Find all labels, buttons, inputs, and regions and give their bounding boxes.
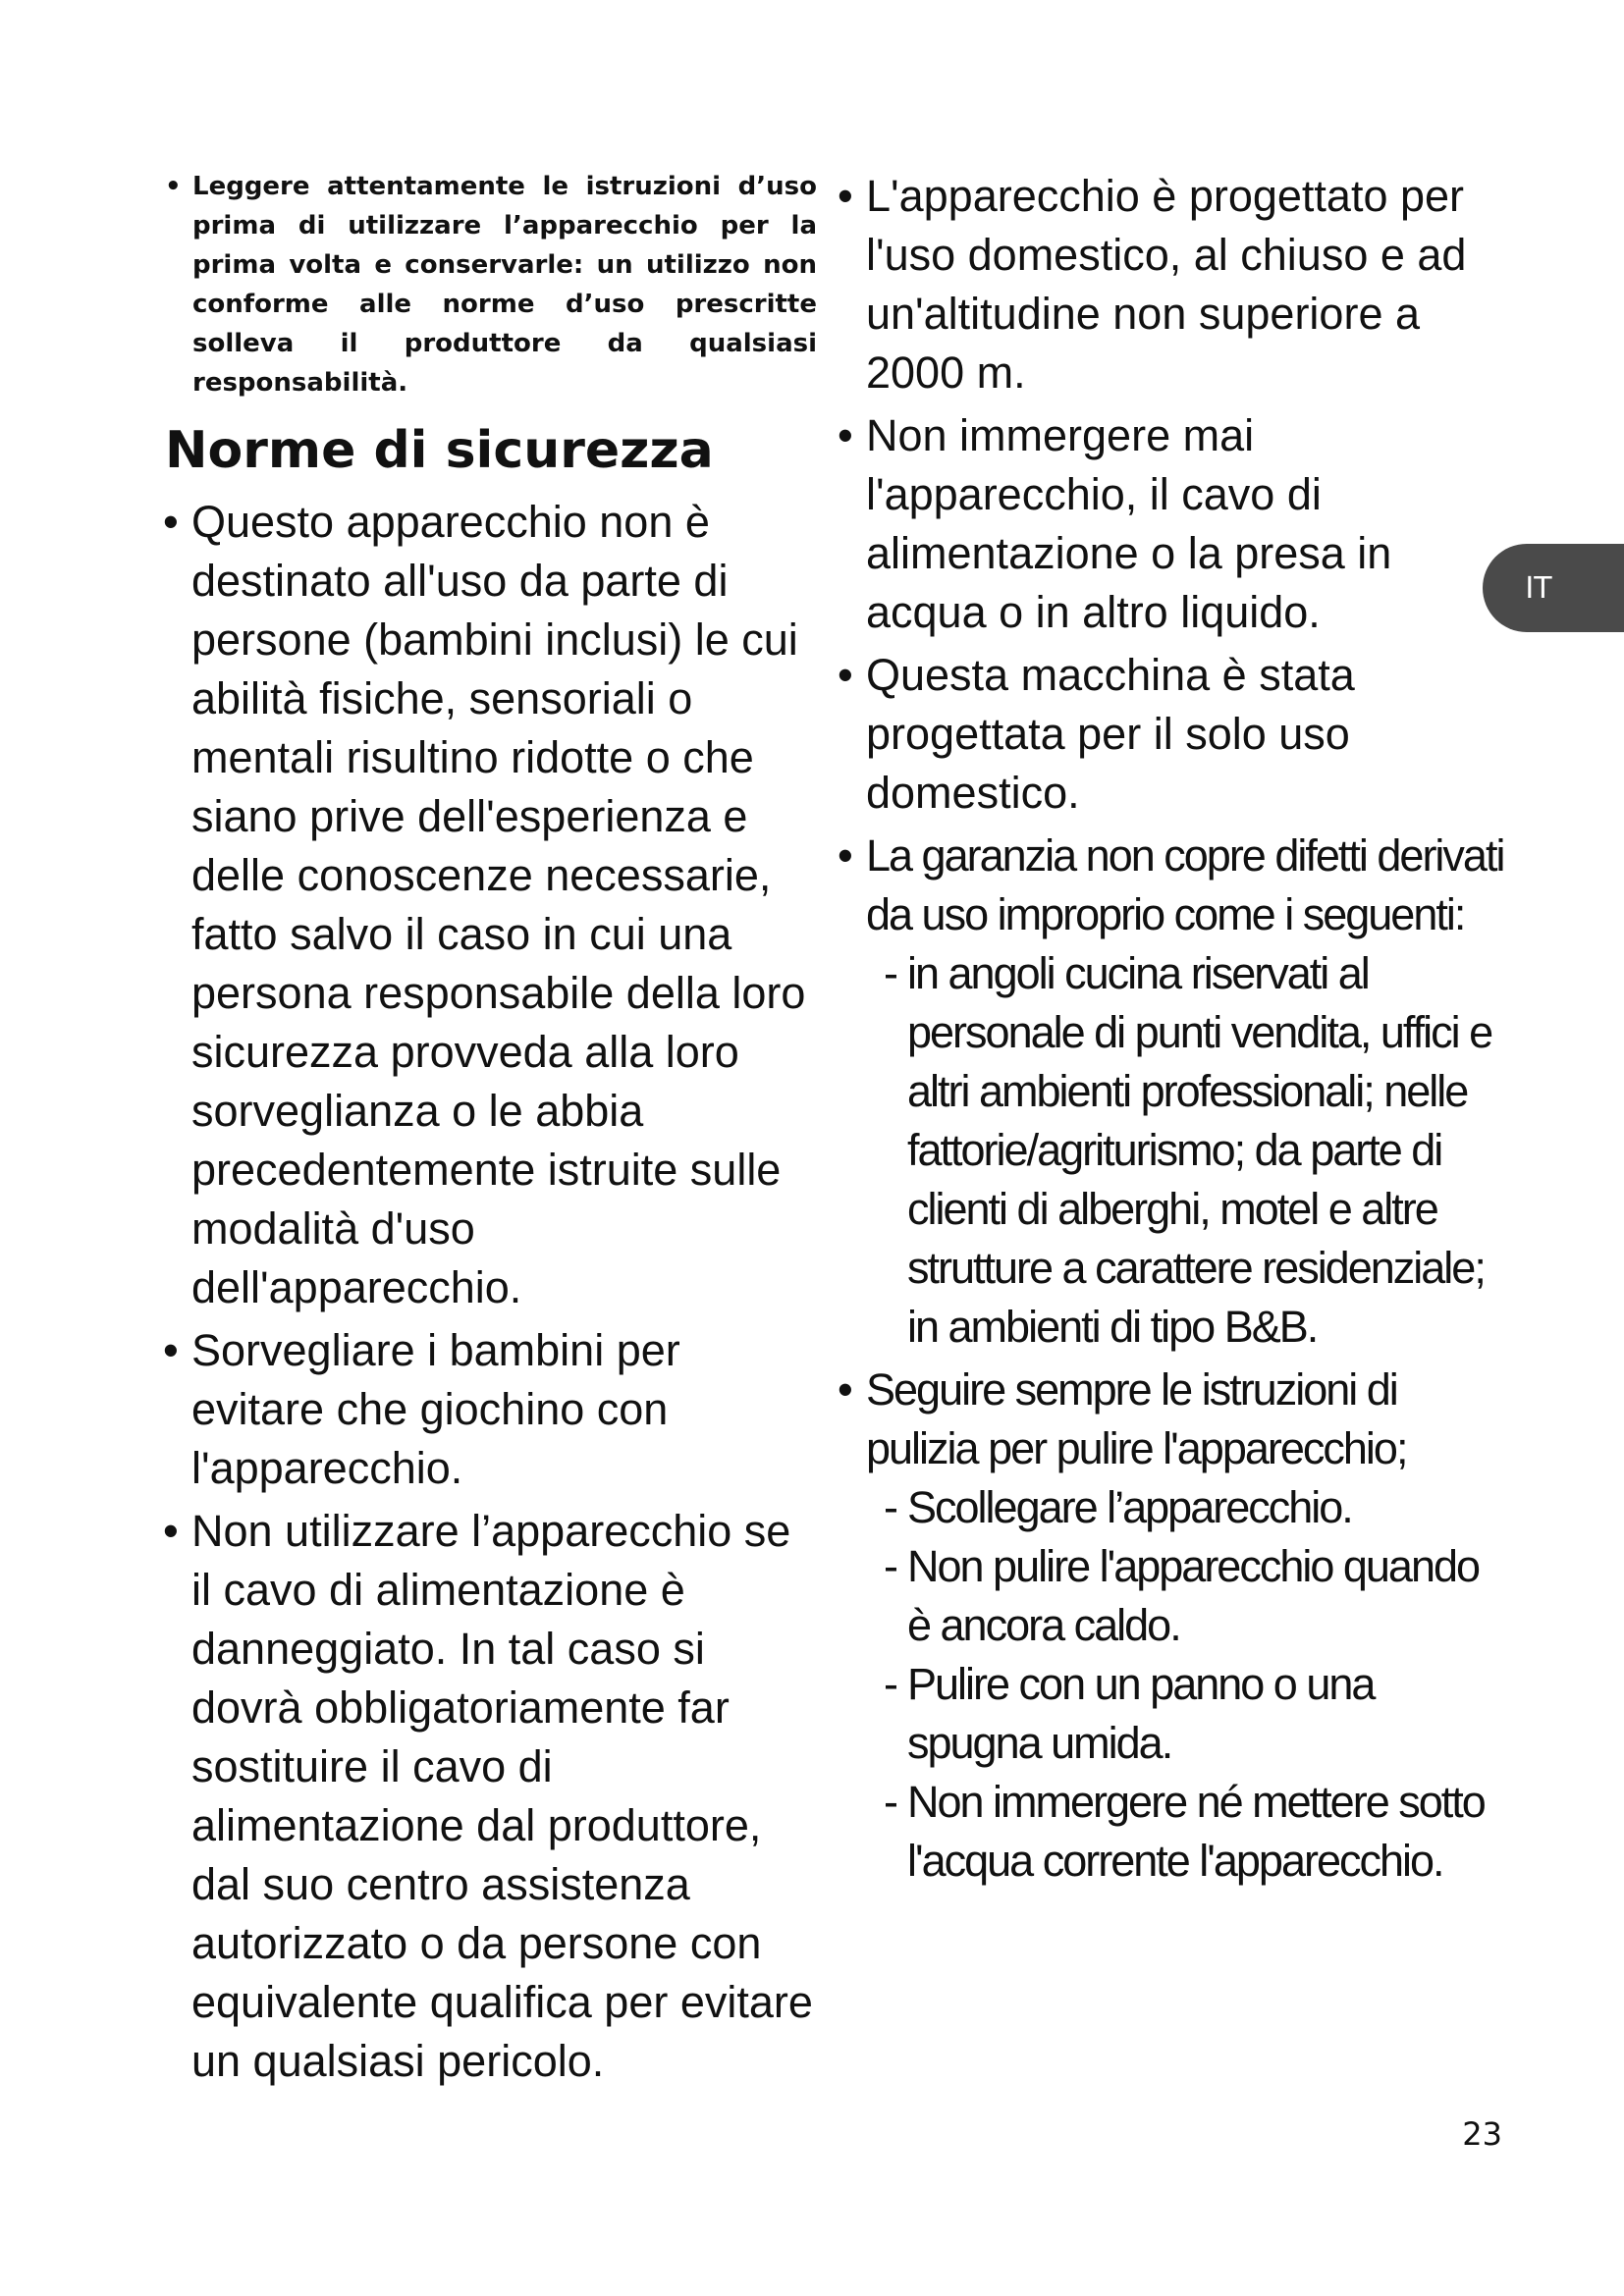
sub-list-item: - Non immergere né mettere sotto l'acqua corrente l'apparecchio. <box>884 1773 1507 1891</box>
list-item: • Questa macchina è stata progettata per il solo uso domestico. <box>839 646 1507 823</box>
warranty-item <box>839 827 1507 1357</box>
right-column <box>839 167 1507 1895</box>
page-number: 23 <box>1462 2115 1502 2153</box>
usage-list <box>839 167 1507 1891</box>
cleaning-text: • Seguire sempre le istruzioni di pulizia per pulire l'apparecchio; <box>866 1364 1407 1473</box>
section-heading: Norme di sicurezza <box>165 421 714 480</box>
list-item: • L'apparecchio è progettato per l'uso domestico, al chiuso e ad un'altitudine non superiore a 2000 m. <box>839 167 1507 402</box>
sub-list-item: - Pulire con un panno o una spugna umida. <box>884 1655 1507 1773</box>
warranty-sublist <box>866 944 1507 1357</box>
warranty-text: • La garanzia non copre difetti derivati da uso improprio come i seguenti: <box>866 830 1504 939</box>
safety-list <box>165 493 817 2091</box>
language-tab: IT <box>1483 544 1624 632</box>
cleaning-sublist <box>866 1478 1507 1891</box>
cleaning-item <box>839 1361 1507 1891</box>
left-column <box>165 167 817 2095</box>
list-item: • Sorvegliare i bambini per evitare che giochino con l'apparecchio. <box>165 1321 817 1498</box>
sub-list-item: - in angoli cucina riservati al personale di punti vendita, uffici e altri ambienti professionali; nelle fattorie/agriturismo; da parte di clienti di alberghi, motel e altre strutture a carattere residenziale; in ambienti di tipo B&B. <box>884 944 1507 1357</box>
intro-note: • Leggere attentamente le istruzioni d’uso prima di utilizzare l’apparecchio per la prima volta e conservarle: un utilizzo non conforme alle norme d’uso prescritte solleva il produttore da qualsiasi responsabilità. <box>165 167 817 402</box>
list-item: • Questo apparecchio non è destinato all'uso da parte di persone (bambini inclusi) le cui abilità fisiche, sensoriali o mentali risultino ridotte o che siano prive dell'esperienza e delle conoscenze necessarie, fatto salvo il caso in cui una persona responsabile della loro sicurezza provveda alla loro sorveglianza o le abbia precedentemente istruite sulle modalità d'uso dell'apparecchio. <box>165 493 817 1317</box>
sub-list-item: - Non pulire l'apparecchio quando è ancora caldo. <box>884 1537 1507 1655</box>
list-item: • Non immergere mai l'apparecchio, il cavo di alimentazione o la presa in acqua o in altro liquido. <box>839 406 1507 642</box>
list-item: • Non utilizzare l’apparecchio se il cavo di alimentazione è danneggiato. In tal caso si dovrà obbligatoriamente far sostituire il cavo di alimentazione dal produttore, dal suo centro assistenza autorizzato o da persone con equivalente qualifica per evitare un qualsiasi pericolo. <box>165 1502 817 2091</box>
sub-list-item: - Scollegare l’apparecchio. <box>884 1478 1507 1537</box>
